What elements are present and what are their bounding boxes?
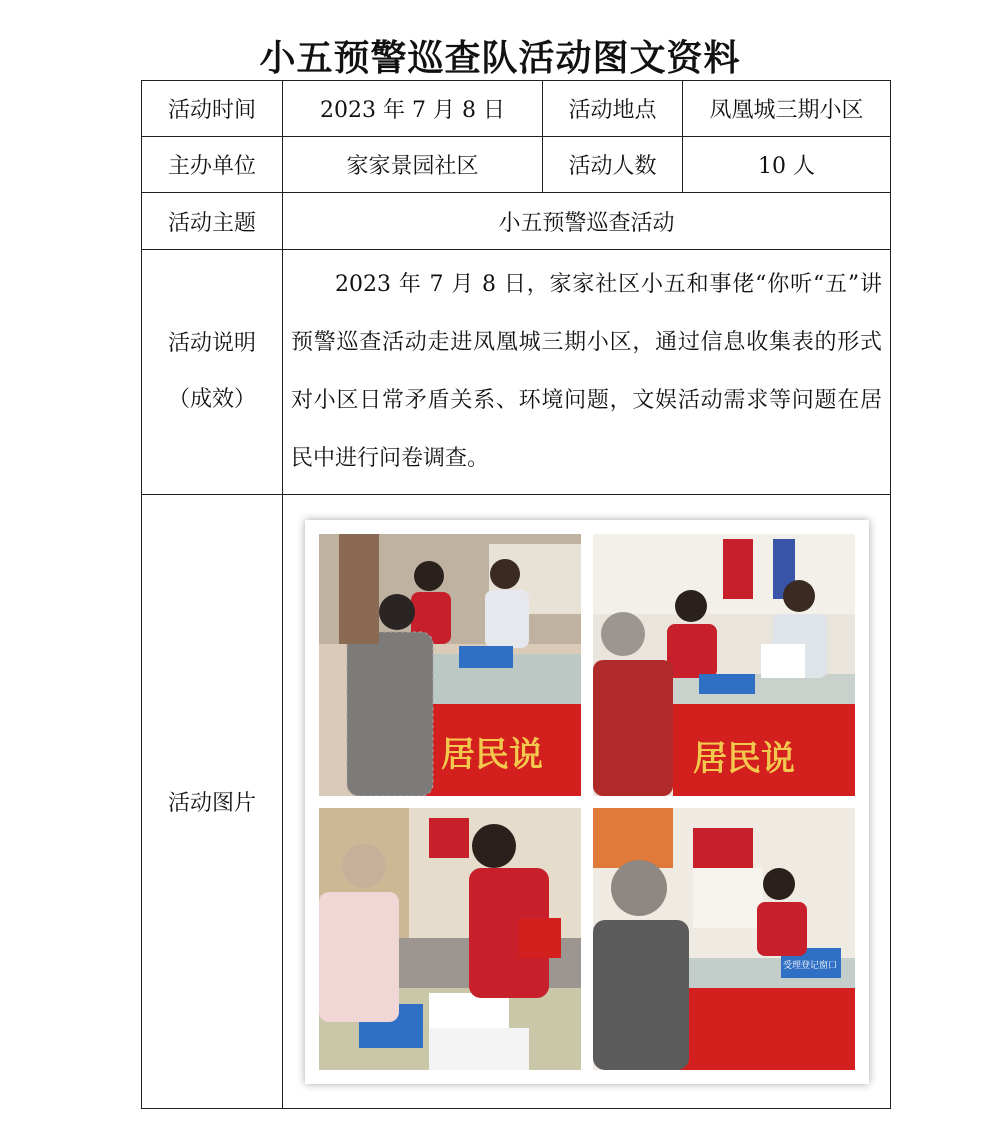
activity-photo-2 xyxy=(593,534,855,796)
description-cell xyxy=(283,250,891,495)
description-label-line2: （成效） xyxy=(167,387,256,412)
activity-photo-3 xyxy=(319,808,581,1070)
sign-text: 受理登记窗口 xyxy=(782,960,837,971)
table-row xyxy=(142,193,891,250)
time-label: 活动时间 xyxy=(142,81,283,137)
description-label-line1: 活动说明 xyxy=(167,331,256,356)
activity-info-table xyxy=(141,80,891,1109)
red-banner xyxy=(673,988,855,1070)
photo-cell xyxy=(283,495,891,1109)
description-text: 2023 年 7 月 8 日，家家社区小五和事佬“你听“五”讲预警巡查活动走进凤凰城三期小区，通过信息收集表的形式对小区日常矛盾关系、环境问题，文娱活动需求等问题在居民中进行问卷调查。 xyxy=(291,272,882,471)
table-row xyxy=(142,81,891,137)
time-value: 2023 年 7 月 8 日 xyxy=(283,81,543,137)
place-value: 凤凰城三期小区 xyxy=(683,81,891,137)
host-value: 家家景园社区 xyxy=(283,137,543,193)
page-title: 小五预警巡查队活动图文资料 xyxy=(259,38,741,79)
activity-photo-4 xyxy=(593,808,855,1070)
description-label xyxy=(142,250,283,495)
theme-label: 活动主题 xyxy=(142,193,283,250)
photo-label: 活动图片 xyxy=(142,495,283,1109)
photo-collage xyxy=(305,520,869,1084)
host-label: 主办单位 xyxy=(142,137,283,193)
count-value: 10 人 xyxy=(683,137,891,193)
table-row xyxy=(142,250,891,495)
activity-photo-1 xyxy=(319,534,581,796)
place-label: 活动地点 xyxy=(543,81,683,137)
table-row xyxy=(142,495,891,1109)
banner-text: 居民说 xyxy=(692,738,795,779)
count-label: 活动人数 xyxy=(543,137,683,193)
table-row xyxy=(142,137,891,193)
banner-text: 居民说 xyxy=(440,734,543,775)
theme-value: 小五预警巡查活动 xyxy=(283,193,891,250)
